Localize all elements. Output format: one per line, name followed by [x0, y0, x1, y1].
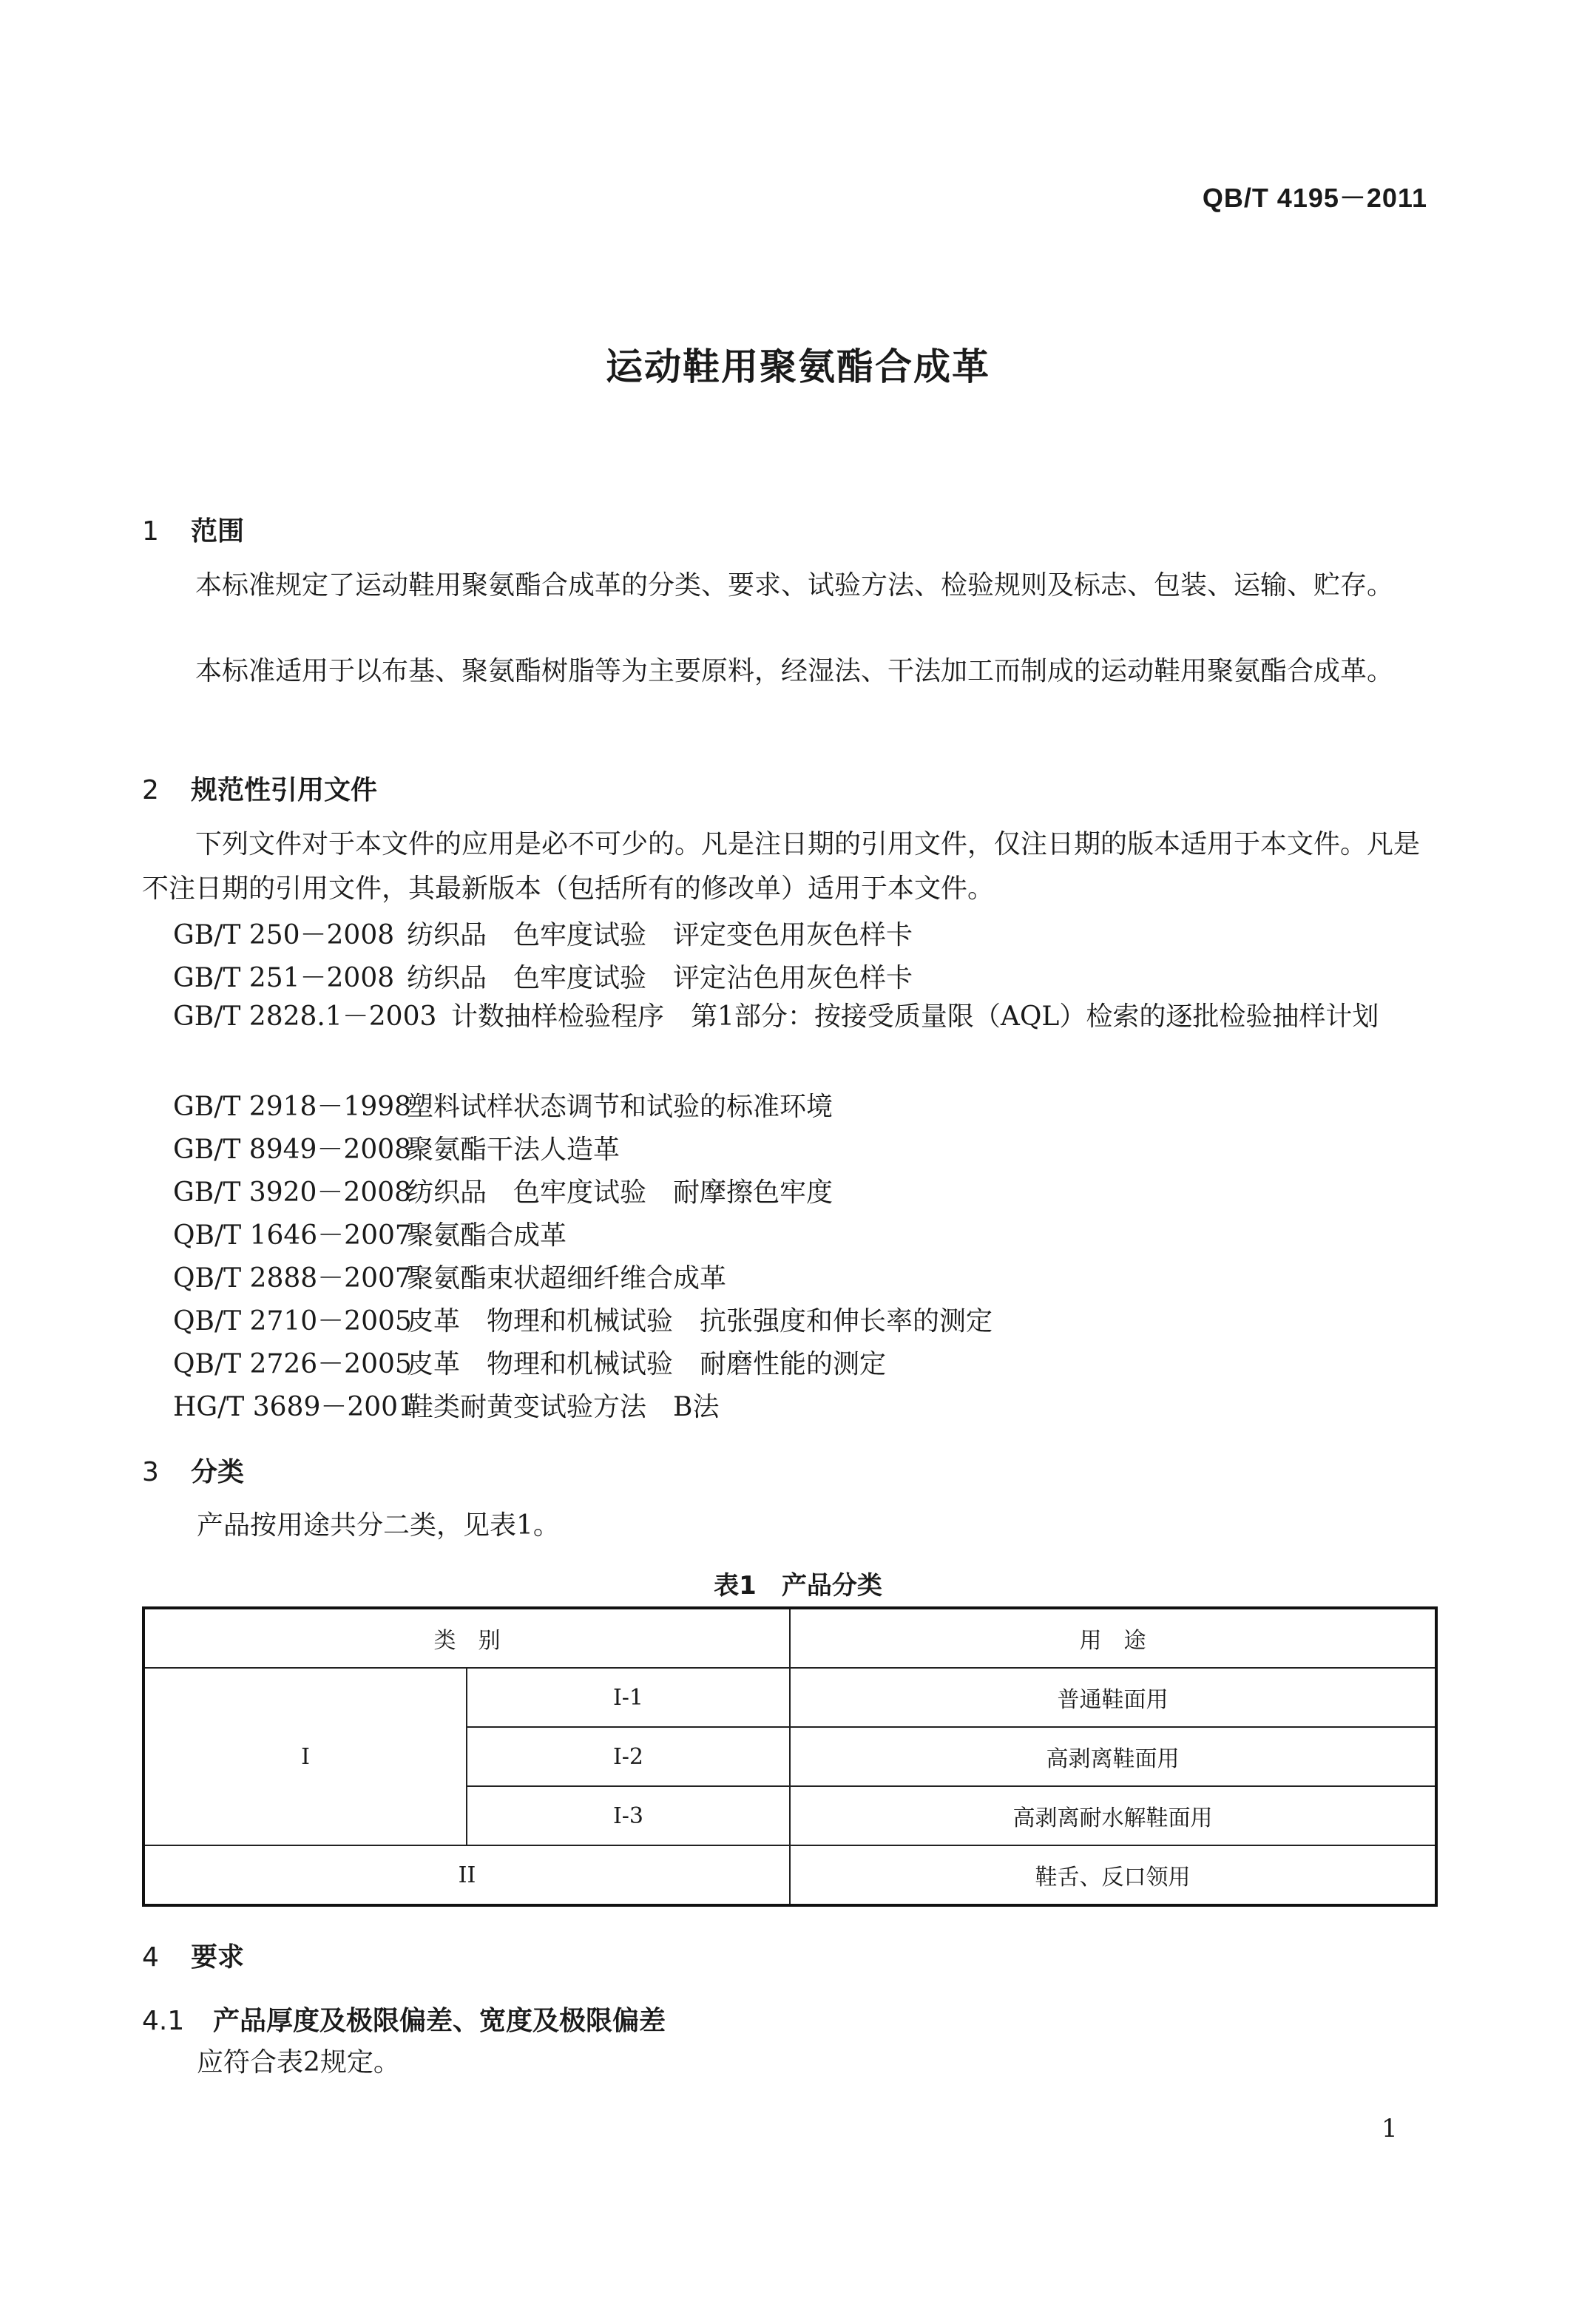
reference-item: [173, 1257, 726, 1295]
reference-title: 纺织品 色牢度试验 耐摩擦色牢度: [407, 1177, 833, 1208]
section-title: 规范性引用文件: [191, 775, 378, 805]
reference-title: 皮革 物理和机械试验 耐磨性能的测定: [407, 1349, 887, 1379]
section-2-heading: [142, 769, 377, 807]
section-title: 要求: [191, 1942, 245, 1973]
classification-text: 产品按用途共分二类，见表1。: [197, 1510, 560, 1541]
usage-cell: 鞋舌、反口领用: [790, 1845, 1436, 1905]
section-3-heading: [142, 1451, 244, 1489]
subclass-cell: I-2: [467, 1727, 790, 1786]
subclass-cell: I-3: [467, 1786, 790, 1845]
reference-code: QB/T 2726－2005: [173, 1349, 412, 1379]
reference-item: [173, 957, 913, 995]
section-number: 1: [142, 516, 159, 547]
reference-title: 聚氨酯合成革: [407, 1220, 567, 1251]
reference-code: GB/T 250－2008: [173, 920, 395, 950]
section-4-heading: [142, 1936, 244, 1974]
reference-title: 皮革 物理和机械试验 抗张强度和伸长率的测定: [407, 1306, 993, 1336]
reference-code: HG/T 3689－2001: [173, 1392, 415, 1422]
reference-code: QB/T 2888－2007: [173, 1263, 412, 1294]
reference-title: 聚氨酯干法人造革: [407, 1135, 621, 1165]
reference-title: 纺织品 色牢度试验 评定沾色用灰色样卡: [407, 963, 913, 993]
section-title: 范围: [191, 516, 245, 547]
group-cell: I: [143, 1668, 467, 1845]
reference-item: [173, 1343, 886, 1381]
section-number: 2: [142, 775, 159, 805]
section-title: 分类: [191, 1457, 245, 1487]
reference-code: GB/T 251－2008: [173, 963, 395, 993]
reference-code: GB/T 8949－2008: [173, 1135, 412, 1165]
reference-code: QB/T 2710－2005: [173, 1306, 412, 1336]
scope-paragraph-2: 本标准适用于以布基、聚氨酯树脂等为主要原料，经湿法、干法加工而制成的运动鞋用聚氨酯合成革。: [195, 656, 1394, 686]
reference-item: [173, 914, 913, 952]
section-number: 4: [142, 1942, 159, 1973]
reference-code: GB/T 2828.1－2003: [173, 1001, 437, 1032]
references-intro: 下列文件对于本文件的应用是必不可少的。凡是注日期的引用文件，仅注日期的版本适用于本文件。凡是不注日期的引用文件，其最新版本（包括所有的修改单）适用于本文件。: [142, 829, 1421, 904]
subclass-cell: I-1: [467, 1668, 790, 1727]
page-title: 运动鞋用聚氨酯合成革: [606, 345, 990, 388]
header-usage: 用 途: [790, 1608, 1436, 1668]
reference-title: 计数抽样检验程序 第1部分：按接受质量限（AQL）检索的逐批检验抽样计划: [451, 1001, 1379, 1032]
reference-code: GB/T 3920－2008: [173, 1177, 412, 1208]
standard-code: QB/T 4195－2011: [1202, 183, 1427, 213]
reference-title: 鞋类耐黄变试验方法 B法: [407, 1392, 720, 1422]
reference-item: [173, 1172, 833, 1209]
reference-title: 聚氨酯束状超细纤维合成革: [407, 1263, 727, 1294]
reference-code: GB/T 2918－1998: [173, 1092, 412, 1122]
reference-item: [173, 1300, 993, 1338]
reference-item: [173, 1214, 567, 1252]
table-row: [143, 1668, 1436, 1727]
scope-paragraph-1: 本标准规定了运动鞋用聚氨酯合成革的分类、要求、试验方法、检验规则及标志、包装、运输、贮存。: [195, 570, 1394, 601]
reference-title: 塑料试样状态调节和试验的标准环境: [407, 1092, 833, 1122]
header-category: 类 别: [143, 1608, 790, 1668]
reference-item: [142, 996, 1433, 1038]
classification-table: [142, 1606, 1438, 1907]
usage-cell: 高剥离鞋面用: [790, 1727, 1436, 1786]
section-1-heading: [142, 510, 244, 548]
usage-cell: 高剥离耐水解鞋面用: [790, 1786, 1436, 1845]
section-number: 4.1: [142, 2006, 185, 2036]
reference-title: 纺织品 色牢度试验 评定变色用灰色样卡: [407, 920, 913, 950]
requirement-text: 应符合表2规定。: [197, 2047, 400, 2078]
group-cell: II: [143, 1845, 790, 1905]
reference-item: [173, 1086, 833, 1123]
section-title: 产品厚度及极限偏差、宽度及极限偏差: [213, 2006, 666, 2036]
usage-cell: 普通鞋面用: [790, 1668, 1436, 1727]
section-number: 3: [142, 1457, 159, 1487]
section-4-1-heading: [142, 2000, 666, 2038]
table-row: [143, 1845, 1436, 1905]
table-header-row: [143, 1608, 1436, 1668]
reference-item: [173, 1386, 719, 1424]
reference-code: QB/T 1646－2007: [173, 1220, 412, 1251]
table-caption: 表1 产品分类: [714, 1571, 882, 1601]
page-number: 1: [1382, 2114, 1398, 2143]
reference-item: [173, 1129, 620, 1166]
